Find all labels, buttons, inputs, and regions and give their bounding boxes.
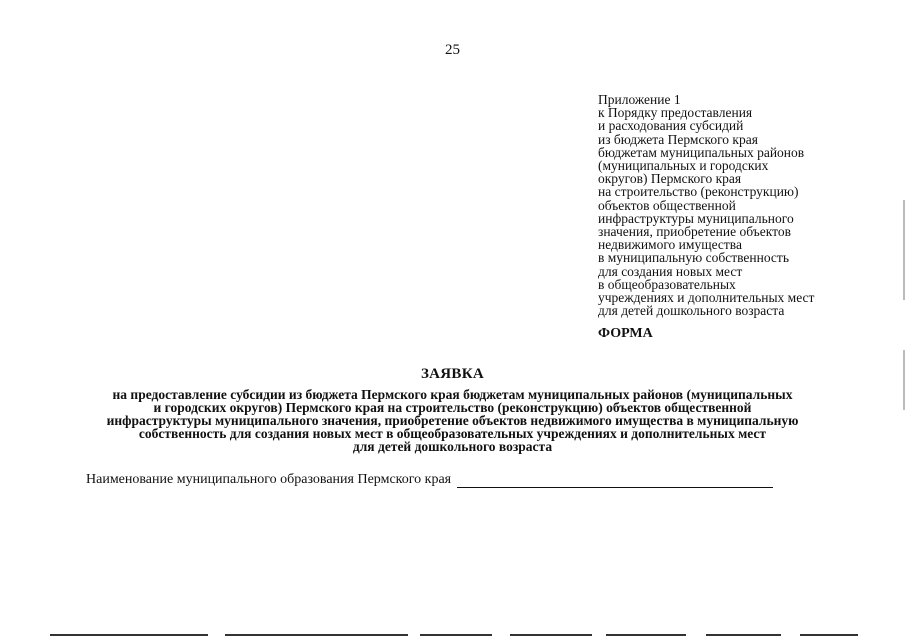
form-label: ФОРМА [598, 326, 653, 341]
bottom-rule [800, 634, 858, 636]
appendix-block [598, 93, 898, 317]
document-subtitle [40, 388, 865, 453]
bottom-rule [606, 634, 686, 636]
document-title: ЗАЯВКА [420, 366, 485, 382]
appendix-line: недвижимого имущества [598, 237, 742, 253]
bottom-rule [225, 634, 408, 636]
appendix-line: к Порядку предоставления [598, 105, 753, 121]
municipality-field-line[interactable] [457, 473, 773, 488]
bottom-rule [50, 634, 208, 636]
subtitle-line: для детей дошкольного возраста [352, 439, 553, 454]
appendix-line: бюджетам муниципальных районов [598, 144, 805, 160]
appendix-line: округов) Пермского края [598, 171, 742, 187]
bottom-rule [420, 634, 492, 636]
subtitle-line: собственность для создания новых мест в общеобразовательных учреждениях и дополнительных мест [138, 426, 767, 441]
appendix-line: на строительство (реконструкцию) [598, 184, 799, 200]
bottom-rule [706, 634, 781, 636]
appendix-line: инфраструктуры муниципального [598, 210, 794, 226]
appendix-line: в муниципальную собственность [598, 250, 789, 266]
bottom-rule [510, 634, 592, 636]
subtitle-line: и городских округов) Пермского края на строительство (реконструкцию) объектов общественной [153, 400, 752, 415]
appendix-line: значения, приобретение объектов [598, 224, 791, 240]
municipality-field-label: Наименование муниципального образования Пермского края [86, 472, 452, 487]
subtitle-line: инфраструктуры муниципального значения, приобретение объектов недвижимого имущества в муниципальную [106, 413, 799, 428]
appendix-line: (муниципальных и городских [598, 158, 769, 174]
subtitle-line: на предоставление субсидии из бюджета Пермского края бюджетам муниципальных районов (муниципальных [112, 387, 793, 402]
municipality-field-row [86, 472, 773, 488]
appendix-line: и расходования субсидий [598, 118, 744, 134]
appendix-line: учреждениях и дополнительных мест [598, 290, 815, 306]
appendix-line: в общеобразовательных [598, 276, 736, 292]
appendix-line: для создания новых мест [598, 263, 743, 279]
appendix-line: Приложение 1 [598, 92, 681, 107]
appendix-line: из бюджета Пермского края [598, 131, 758, 147]
appendix-line: объектов общественной [598, 197, 736, 213]
page-number: 25 [445, 42, 460, 58]
appendix-line: для детей дошкольного возраста [598, 303, 785, 319]
